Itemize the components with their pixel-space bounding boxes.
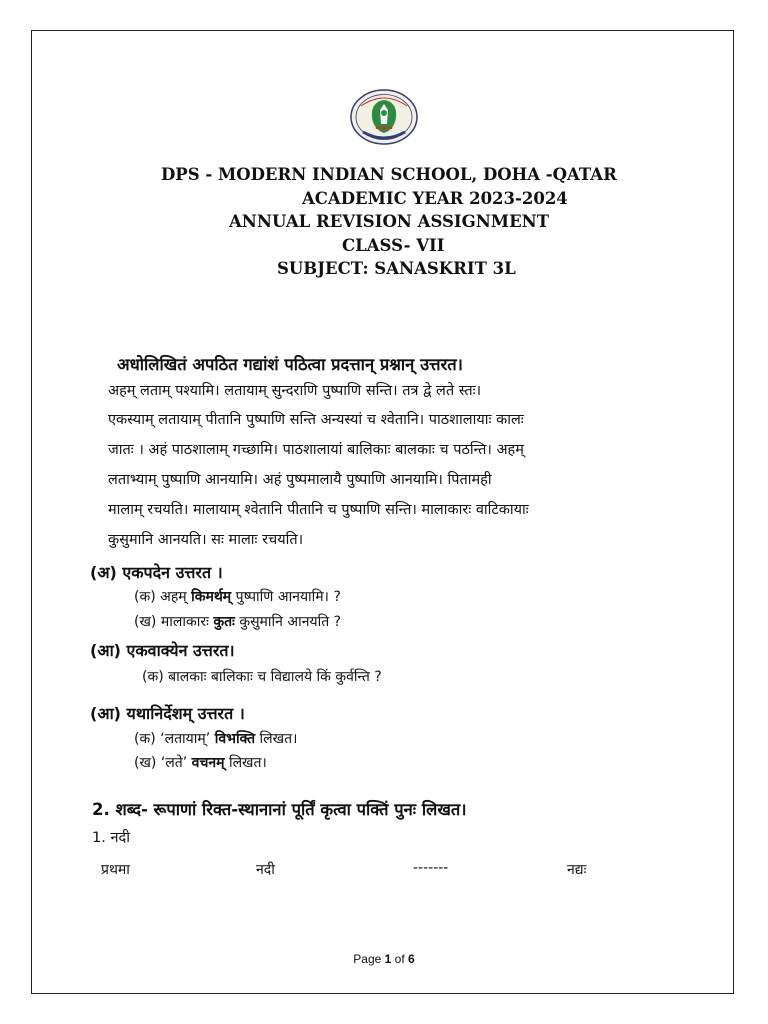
school-name: DPS - MODERN INDIAN SCHOOL, DOHA -QATAR [161, 165, 617, 184]
section-aa-title: (आ) एकवाक्येन उत्तरत। [90, 641, 235, 660]
passage-line: लताभ्याम् पुष्पाणि आनयामि। अहं पुष्पमालायै पुष्पाणि आनयामि। पितामही [108, 472, 492, 488]
passage-line: जातः । अहं पाठशालाम् गच्छामि। पाठशालायां बालिकाः बालकाः च पठन्ति। अहम् [108, 442, 524, 458]
question-1-instruction: अधोलिखितं अपठित गद्यांशं पठित्वा प्रदत्तान् प्रश्नान् उत्तरत। [117, 355, 463, 374]
declension-plural: नद्यः [567, 862, 587, 878]
passage-line: अहम् लताम् पश्यामि। लतायाम् सुन्दराणि पुष्पाणि सन्ति। तत्र द्वे लते स्तः। [108, 383, 482, 399]
declension-singular: नदी [256, 862, 275, 878]
declension-blank: ------- [413, 860, 449, 876]
class-label: CLASS- VII [342, 236, 445, 255]
academic-year: ACADEMIC YEAR 2023-2024 [302, 189, 568, 208]
total-pages: 6 [408, 952, 415, 966]
question-aa2-1 [134, 729, 297, 748]
declension-case: प्रथमा [101, 862, 130, 878]
question-keyword: वचनम् [191, 755, 225, 771]
question-aa2-2 [134, 753, 267, 772]
school-logo [349, 88, 419, 146]
question-text: पुष्पाणि आनयामि। ? [235, 589, 341, 605]
question-text: कुसुमानि आनयति ? [239, 614, 342, 630]
question-text: (ख) मालाकारः [134, 614, 209, 630]
current-page: 1 [384, 952, 392, 966]
question-keyword: कुतः [213, 614, 235, 630]
section-aa2-title: (आ) यथानिर्देशम् उत्तरत । [90, 704, 245, 723]
question-text: लिखत। [259, 731, 298, 747]
section-a-title: (अ) एकपदेन उत्तरत । [90, 563, 223, 582]
footer-text: Page [353, 952, 382, 966]
question-keyword: विभक्ति [214, 731, 256, 747]
question-text: (ख) ‘लते’ [134, 755, 188, 771]
question-a-1 [134, 587, 341, 606]
subject-label: SUBJECT: SANASKRIT 3L [277, 259, 516, 278]
question-aa-1: (क) बालकाः बालिकाः च विद्यालये किं कुर्वन्ति ? [142, 669, 382, 685]
question-a-2 [134, 612, 341, 631]
assignment-title: ANNUAL REVISION ASSIGNMENT [229, 212, 550, 231]
page-number [0, 952, 768, 966]
question-text: (क) अहम् [134, 589, 187, 605]
passage-line: एकस्याम् लतायाम् पीतानि पुष्पाणि सन्ति अन्यस्यां च श्वेतानि। पाठशालायाः कालः [108, 412, 524, 428]
passage-line: कुसुमानि आनयति। सः मालाः रचयति। [108, 532, 304, 548]
passage-line: मालाम् रचयति। मालायाम् श्वेतानि पीतानि च पुष्पाणि सन्ति। मालाकारः वाटिकायाः [108, 502, 529, 518]
footer-text: of [394, 952, 405, 966]
question-text: लिखत। [228, 755, 267, 771]
question-2-item: 1. नदी [92, 830, 130, 846]
question-2-title: 2. शब्द- रूपाणां रिक्त-स्थानानां पूर्तिं कृत्वा पक्तिं पुनः लिखत। [92, 800, 467, 819]
question-keyword: किमर्थम् [191, 589, 232, 605]
question-text: (क) ‘लतायाम्’ [134, 731, 211, 747]
